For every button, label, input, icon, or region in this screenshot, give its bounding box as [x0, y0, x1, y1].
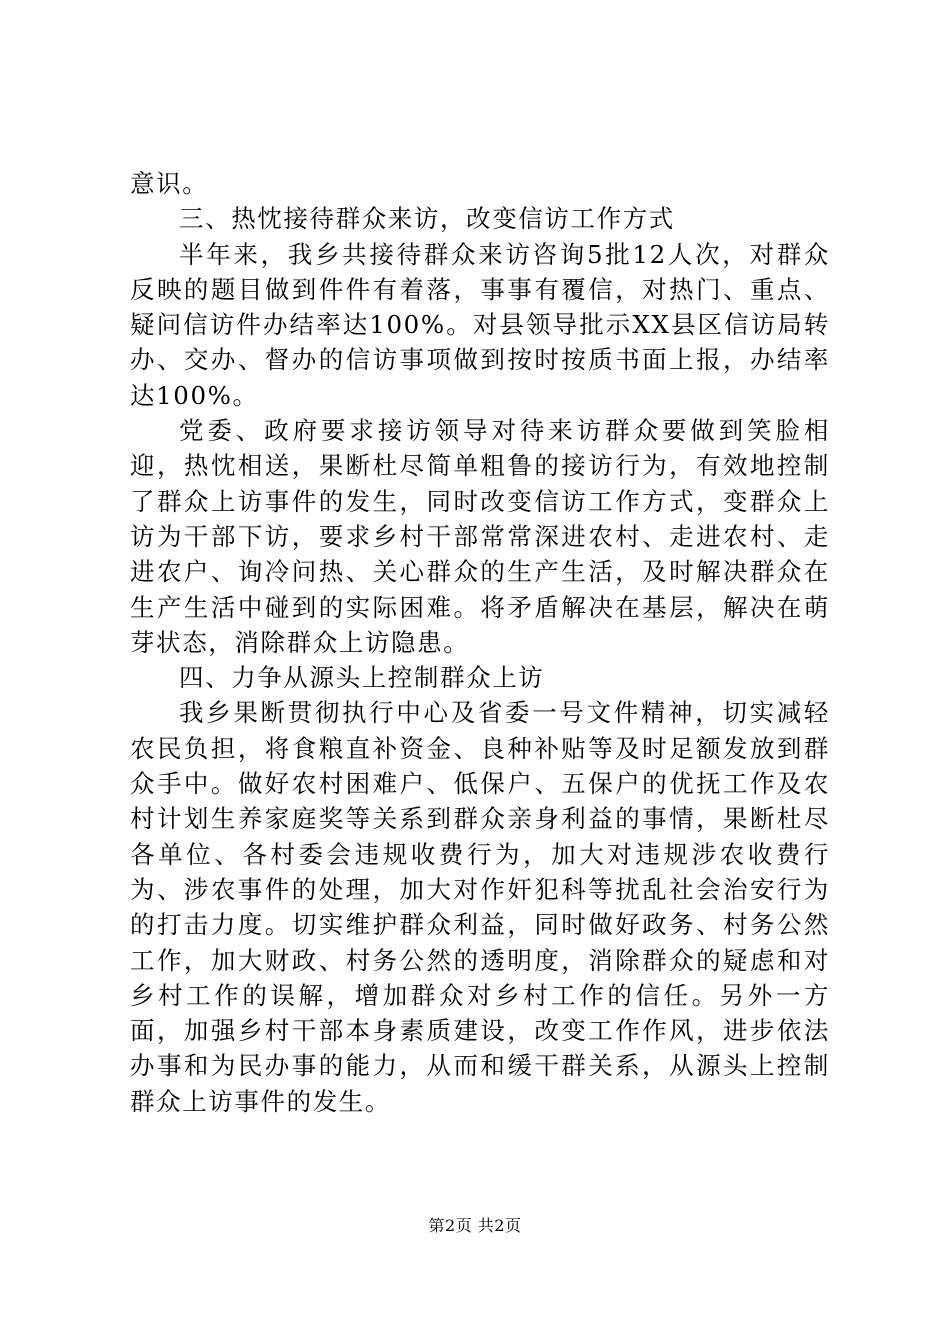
section-heading-3: 三、热忱接待群众来访，改变信访工作方式: [179, 204, 675, 234]
paragraph-source-control: 我乡果断贯彻执行中心及省委一号文件精神，切实减轻农民负担，将食粮直补资金、良种补贴等及时足额发放到群众手中。做好农村困难户、低保户、五保户的优抚工作及农村计划生养家庭奖等关系到群众亲身利益的事情，果断杜尽各单位、各村委会违规收费行为，加大对违规涉农收费行为、涉农事件的处理，加大对作奸犯科等扰乱社会治安行为的打击力度。切实维护群众利益，同时做好政务、村务公然工作，加大财政、村务公然的透明度，消除群众的疑虑和对乡村工作的误解，增加群众对乡村工作的信任。另外一方面，加强乡村干部本身素质建设，改变工作作风，进步依法办事和为民办事的能力，从而和缓干群关系，从源头上控制群众上访事件的发生。: [130, 698, 830, 1116]
page-number-footer: 第2页 共2页: [428, 1216, 522, 1235]
document-body: [130, 166, 830, 1119]
paragraph-visits-summary: 半年来，我乡共接待群众来访咨询5批12人次，对群众反映的题目做到件件有着落，事事有覆信，对热门、重点、疑问信访件办结率达100%。对县领导批示XX县区信访局转办、交办、督办的信访事项做到按时按质书面上报，办结率达100%。: [130, 239, 830, 410]
paragraph-continuation: 意识。: [130, 169, 209, 198]
section-heading-4: 四、力争从源头上控制群众上访: [179, 663, 545, 693]
paragraph-reception-policy: 党委、政府要求接访领导对待来访群众要做到笑脸相迎，热忱相送，果断杜尽简单粗鲁的接访行为，有效地控制了群众上访事件的发生，同时改变信访工作方式，变群众上访为干部下访，要求乡村干部常常深进农村、走进农村、走进农户、询冷问热、关心群众的生产生活，及时解决群众在生产生活中碰到的实际困难。将矛盾解决在基层，解决在萌芽状态，消除群众上访隐患。: [130, 416, 830, 657]
